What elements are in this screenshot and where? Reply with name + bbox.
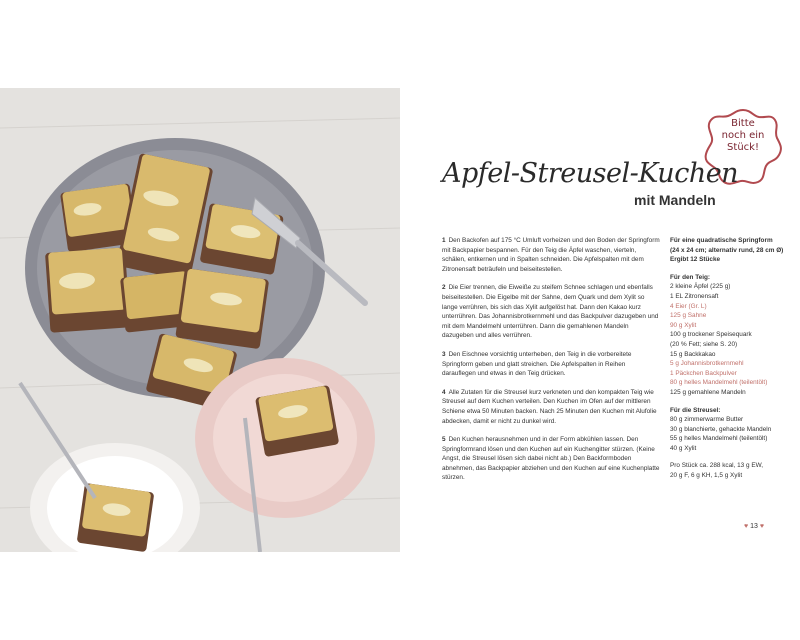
ingredient-item: 40 g Xylit	[670, 444, 697, 452]
ingredient-item: 80 g zimmerwarme Butter	[670, 416, 744, 424]
ingredient-item: 125 g Sahne	[670, 312, 707, 320]
cake-photo	[0, 88, 400, 552]
badge	[703, 118, 783, 154]
ingredient-item: 30 g blanchierte, gehackte Mandeln	[670, 425, 772, 433]
badge-line-3: Stück!	[727, 142, 759, 153]
form-header: Für eine quadratische Springform	[670, 237, 773, 244]
ingredient-item: 2 kleine Äpfel (225 g)	[670, 283, 731, 291]
step-number: 4	[442, 388, 446, 396]
ingredient-item: 80 g helles Mandelmehl (teilentölt)	[670, 379, 768, 387]
ingredient-item: 1 EL Zitronensaft	[670, 292, 719, 300]
recipe-title: Apfel-Streusel-Kuchen	[442, 158, 739, 189]
instructions	[442, 236, 660, 492]
step	[442, 350, 660, 379]
step	[442, 388, 660, 426]
ingredient-item: 5 g Johannisbrotkernmehl	[670, 360, 744, 368]
step-number: 3	[442, 350, 446, 358]
nutrition-line-1: Pro Stück ca. 288 kcal, 13 g EW,	[670, 462, 764, 470]
step-text: Den Backofen auf 175 °C Umluft vorheizen und den Boden der Springform mit Backpapier bespannen. Für den Teig die Äpfel waschen, vierteln, schälen, entkernen und in Spalten schneiden. Die Apfelspalten mit dem Zitronensaft beträufeln und beiseitestellen.	[442, 237, 660, 273]
yield: Ergibt 12 Stücke	[670, 256, 721, 264]
ingredient-item: 4 Eier (Gr. L)	[670, 302, 707, 310]
dough-header: Für den Teig:	[670, 273, 710, 281]
step-text: Den Eischnee vorsichtig unterheben, den Teig in die vorbereitete Springform geben und glatt streichen. Die Apfelspalten in Reihen darauflegen und etwas in den Teig drücken.	[442, 350, 632, 378]
ingredient-item: 100 g trockener Speisequark	[670, 331, 752, 339]
step	[442, 283, 660, 341]
book-spread	[0, 88, 800, 552]
step	[442, 236, 660, 274]
page-number	[744, 523, 764, 530]
ingredient-item: 1 Päckchen Backpulver	[670, 369, 737, 377]
step-text: Den Kuchen herausnehmen und in der Form abkühlen lassen. Den Springformrand lösen und den Kuchen auf ein Kuchengitter stürzen. (Keine Angst, die Streusel lösen sich dabei nicht ab.) Den Backformboden abnehmen, das Backpapier abziehen und den Kuchen auf eine Kuchenplatte stürzen.	[442, 436, 660, 482]
ingredient-item: (20 % Fett; siehe S. 20)	[670, 340, 738, 348]
cake-photo-illustration	[0, 88, 400, 552]
crumble-header: Für die Streusel:	[670, 406, 721, 414]
recipe-page	[400, 88, 800, 552]
step	[442, 435, 660, 483]
badge-line-1: Bitte	[731, 118, 755, 129]
badge-line-2: noch ein	[721, 130, 765, 141]
step-number: 1	[442, 237, 446, 244]
step-text: Die Eier trennen, die Eiweiße zu steifem Schnee schlagen und ebenfalls beiseitestellen. Die Eigelbe mit der Sahne, dem Quark und dem Xylit so lange verrühren, bis sich das Xylit aufgelöst hat. Dann den Kakao kurz unterrühren. Das Johannisbrotkernmehl und das Backpulver dazugeben und mit dem Mandelmehl unterrühren. Dann die gemahlenen Mandeln dazugeben und alles verrühren.	[442, 284, 659, 340]
ingredient-item: 15 g Backkakao	[670, 350, 716, 358]
step-number: 2	[442, 284, 446, 292]
page-number-text: 13	[750, 523, 758, 530]
step-text: Alle Zutaten für die Streusel kurz verkneten und den kompakten Teig wie Streusel auf dem Kuchen verteilen. Den Kuchen im Ofen auf der mittleren Schiene etwa 50 Minuten backen. Nach 25 Minuten den Kuchen mit Alufolie abdecken, damit er nicht zu dunkel wird.	[442, 388, 657, 425]
recipe-subtitle: mit Mandeln	[634, 192, 716, 208]
ingredient-item: 125 g gemahlene Mandeln	[670, 388, 746, 396]
dough-list	[670, 282, 780, 397]
ingredient-item: 55 g helles Mandelmehl (teilentölt)	[670, 435, 768, 443]
crumble-list	[670, 415, 780, 453]
heart-icon: ♥	[759, 523, 765, 530]
form-size: (24 x 24 cm; alternativ rund, 28 cm Ø)	[670, 246, 784, 254]
nutrition-line-2: 20 g F, 6 g KH, 1,5 g Xylit	[670, 472, 743, 480]
ingredients	[670, 236, 784, 481]
ingredient-item: 90 g Xylit	[670, 321, 697, 329]
step-number: 5	[442, 436, 446, 444]
heart-icon: ♥	[744, 523, 749, 530]
